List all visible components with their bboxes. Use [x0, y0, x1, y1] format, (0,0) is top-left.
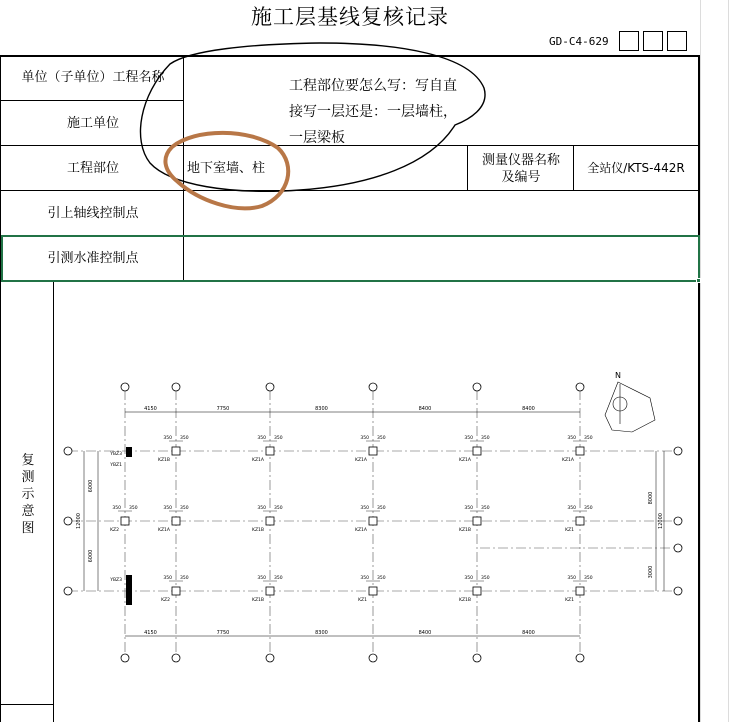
axis-bubble: [674, 517, 682, 525]
axis-bubble: [172, 654, 180, 662]
column-marker: [369, 447, 377, 455]
column-label: KZ1B: [459, 528, 471, 533]
axis-bubble: [473, 383, 481, 391]
column-dim: 350: [129, 506, 138, 511]
annotation-line-3: 一层梁板: [289, 130, 345, 146]
axis-bubble: [674, 447, 682, 455]
column-dim: 350: [567, 506, 576, 511]
column-label: KZ2: [161, 598, 170, 603]
dimension-label-bottom: 4150: [144, 630, 157, 636]
column-marker: [369, 517, 377, 525]
dimension-label-top: 8300: [315, 406, 328, 412]
dimension-label-top: 8400: [522, 406, 535, 412]
axis-bubble: [369, 654, 377, 662]
dimension-label-top: 4150: [144, 406, 157, 412]
column-dim: 350: [163, 576, 172, 581]
axis-bubble: [64, 517, 72, 525]
column-marker: [172, 587, 180, 595]
dimension-label-left: 12000: [76, 513, 82, 529]
column-marker: [172, 517, 180, 525]
axis-bubble: [266, 383, 274, 391]
column-dim: 350: [584, 436, 593, 441]
column-dim: 350: [180, 506, 189, 511]
label-sketch-char: 示: [21, 487, 35, 502]
axis-bubble: [121, 383, 129, 391]
dimension-label-right: 12000: [658, 513, 664, 529]
column-label: KZ1A: [158, 528, 170, 533]
column-marker: [266, 587, 274, 595]
column-label: KZ1: [358, 598, 367, 603]
column-label: KZ1A: [355, 458, 367, 463]
annotation-black-loop: [140, 43, 485, 191]
dimension-label-top: 8400: [418, 406, 432, 412]
wall-label: YBZ3: [110, 578, 122, 583]
label-instrument: 测量仪器名称及编号: [481, 153, 560, 185]
axis-bubble: [64, 447, 72, 455]
dimension-label-right: 8000: [648, 491, 654, 505]
column-label: KZ2: [110, 528, 119, 533]
annotation-brown-loop: [165, 133, 288, 208]
column-dim: 350: [481, 436, 490, 441]
label-construction-unit: 施工单位: [66, 116, 119, 131]
label-sketch-char: 复: [21, 453, 35, 468]
column-marker: [576, 517, 584, 525]
dimension-label-left: 6000: [88, 549, 94, 563]
column-marker: [473, 517, 481, 525]
label-level-control: 引测水准控制点: [47, 251, 139, 266]
column-marker: [266, 517, 274, 525]
dimension-label-bottom: 7750: [216, 630, 230, 636]
axis-bubble: [576, 383, 584, 391]
column-dim: 350: [360, 576, 369, 581]
column-dim: 350: [257, 506, 266, 511]
value-instrument[interactable]: 全站仪/KTS-442R: [587, 161, 685, 175]
column-marker: [121, 517, 129, 525]
annotation-line-1: 工程部位要怎么写：写自直: [289, 78, 457, 94]
column-label: KZ1A: [562, 458, 574, 463]
column-label: KZ1A: [355, 528, 367, 533]
column-dim: 350: [464, 436, 473, 441]
column-dim: 350: [464, 576, 473, 581]
label-part: 工程部位: [66, 161, 119, 176]
column-marker: [473, 587, 481, 595]
north-label: N: [615, 371, 621, 380]
column-label: KZ1B: [252, 598, 264, 603]
axis-bubble: [674, 587, 682, 595]
column-marker: [172, 447, 180, 455]
dimension-label-left: 6000: [88, 479, 94, 493]
axis-bubble: [576, 654, 584, 662]
column-label: KZ1: [565, 528, 574, 533]
column-label: KZ1B: [459, 598, 471, 603]
axis-bubble: [369, 383, 377, 391]
column-dim: 350: [360, 436, 369, 441]
label-project-name: 单位（子单位）工程名称: [21, 70, 165, 85]
column-label: KZ1A: [459, 458, 471, 463]
column-dim: 350: [180, 436, 189, 441]
column-dim: 350: [163, 436, 172, 441]
axis-bubble: [121, 654, 129, 662]
dimension-label-top: 7750: [216, 406, 230, 412]
label-sketch-char: 测: [21, 470, 35, 485]
column-dim: 350: [377, 436, 386, 441]
column-marker: [266, 447, 274, 455]
column-dim: 350: [257, 436, 266, 441]
column-dim: 350: [163, 506, 172, 511]
dimension-label-bottom: 8400: [522, 630, 535, 636]
label-sketch-char: 意: [21, 504, 35, 519]
column-dim: 350: [481, 506, 490, 511]
page-title: 施工层基线复核记录: [251, 5, 449, 29]
form-code: GD-C4-629: [549, 35, 609, 48]
column-dim: 350: [377, 506, 386, 511]
column-dim: 350: [377, 576, 386, 581]
column-marker: [473, 447, 481, 455]
column-dim: 350: [567, 576, 576, 581]
column-label: KZ1B: [252, 528, 264, 533]
annotation-line-2: 接写一层还是：一层墙柱，: [289, 104, 457, 120]
column-dim: 350: [274, 436, 283, 441]
column-dim: 350: [257, 576, 266, 581]
column-label: KZ1B: [158, 458, 170, 463]
column-dim: 350: [360, 506, 369, 511]
axis-bubble: [64, 587, 72, 595]
column-dim: 350: [584, 576, 593, 581]
column-marker: [576, 587, 584, 595]
column-dim: 350: [481, 576, 490, 581]
axis-bubble: [172, 383, 180, 391]
column-marker: [369, 587, 377, 595]
column-label: KZ1A: [252, 458, 264, 463]
dimension-label-right: 3000: [648, 565, 654, 579]
value-part[interactable]: 地下室墙、柱: [187, 161, 266, 176]
label-sketch-char: 图: [21, 521, 35, 536]
axis-bubble: [674, 544, 682, 552]
column-dim: 350: [274, 506, 283, 511]
dimension-label-bottom: 8300: [315, 630, 328, 636]
label-axis-control: 引上轴线控制点: [47, 206, 139, 221]
column-label: KZ1: [565, 598, 574, 603]
column-dim: 350: [567, 436, 576, 441]
column-marker: [576, 447, 584, 455]
site-plan-drawing: [64, 371, 682, 662]
wall-label: YBZ1: [110, 463, 122, 468]
axis-bubble: [473, 654, 481, 662]
north-arrow: [605, 382, 655, 432]
dimension-label-bottom: 8400: [418, 630, 432, 636]
wall-label: YBZ3: [110, 452, 122, 457]
wall-element: [126, 447, 132, 457]
column-dim: 350: [584, 506, 593, 511]
axis-bubble: [266, 654, 274, 662]
column-dim: 350: [274, 576, 283, 581]
wall-element: [126, 575, 132, 605]
column-dim: 350: [112, 506, 121, 511]
column-dim: 350: [180, 576, 189, 581]
column-dim: 350: [464, 506, 473, 511]
